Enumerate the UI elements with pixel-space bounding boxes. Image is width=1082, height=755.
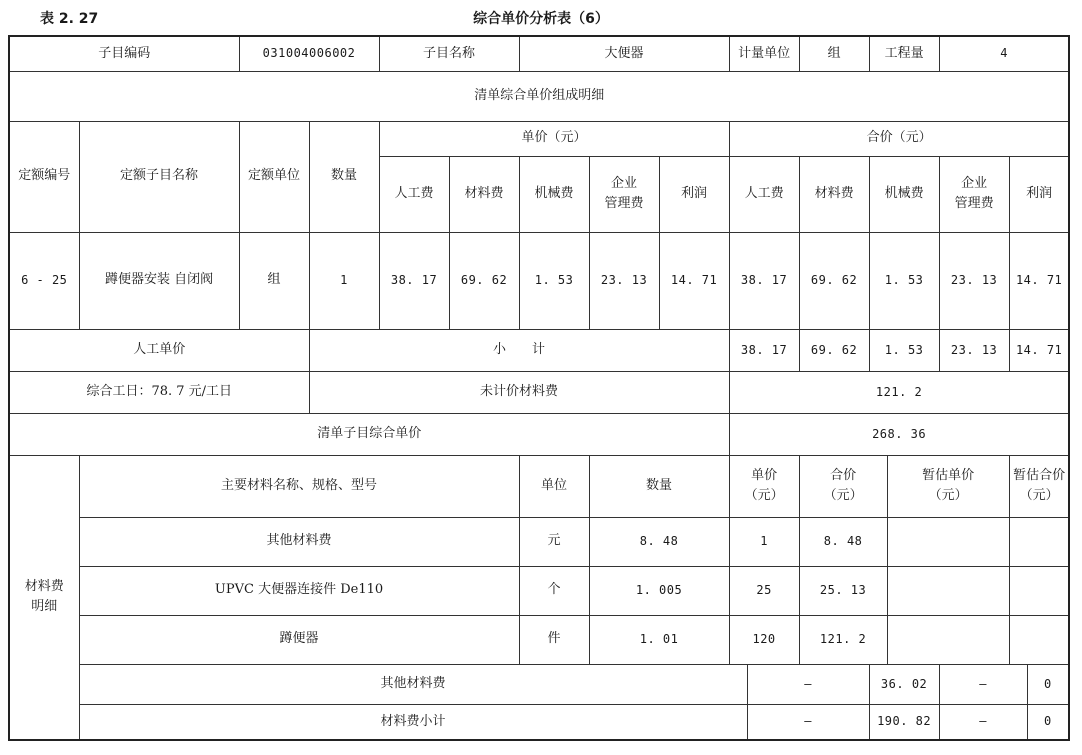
side-label-line-1: 材料费 [24, 579, 64, 595]
other-material-est-price: — [939, 664, 1027, 704]
unit-price-analysis-table [8, 35, 1070, 741]
material-unit: 元 [519, 517, 589, 566]
material-row [9, 566, 1069, 615]
other-material-price: — [747, 664, 869, 704]
material-row [9, 615, 1069, 664]
mgmt-line-2: 管理费 [604, 196, 644, 211]
material-qty: 8. 48 [589, 517, 729, 566]
col-quota-no: 定额编号 [9, 121, 79, 232]
col-up-machine: 机械费 [519, 156, 589, 232]
material-price: 25 [729, 566, 799, 615]
quota-unit: 组 [239, 232, 309, 329]
material-subtotal-est-total: 0 [1027, 704, 1069, 740]
table-title: 综合单价分析表（6） [473, 11, 609, 27]
item-name-value: 大便器 [519, 36, 729, 71]
composite-label: 清单子目综合单价 [9, 413, 729, 455]
col-qty: 数量 [309, 121, 379, 232]
item-code-value: 031004006002 [239, 36, 379, 71]
price-line-2: （元） [744, 488, 784, 503]
unpriced-material-label: 未计价材料费 [309, 371, 729, 413]
material-qty: 1. 01 [589, 615, 729, 664]
composite-value: 268. 36 [729, 413, 1069, 455]
tp-profit: 14. 71 [1009, 232, 1069, 329]
total-line-1: 合价 [830, 467, 857, 483]
est-price-line-1: 暂估单价 [922, 467, 975, 483]
quantity-label: 工程量 [869, 36, 939, 71]
col-up-material: 材料费 [449, 156, 519, 232]
material-unit: 件 [519, 615, 589, 664]
material-col-price [729, 455, 799, 517]
est-total-line-1: 暂估合价 [1013, 467, 1066, 483]
up-labor: 38. 17 [379, 232, 449, 329]
mgmt-line-2: 管理费 [954, 196, 994, 211]
tp-material: 69. 62 [799, 232, 869, 329]
material-total: 25. 13 [799, 566, 887, 615]
subtotal-machine: 1. 53 [869, 329, 939, 371]
mgmt-line-1: 企业 [961, 175, 988, 191]
material-est-total [1009, 615, 1069, 664]
col-tp-mgmt [939, 156, 1009, 232]
material-col-est-price [887, 455, 1009, 517]
col-tp-profit: 利润 [1009, 156, 1069, 232]
side-label-line-2: 明细 [31, 599, 58, 615]
mgmt-line-1: 企业 [611, 175, 638, 191]
material-qty: 1. 005 [589, 566, 729, 615]
subtotal-row [9, 329, 1069, 371]
table-row [9, 232, 1069, 329]
material-est-price [887, 615, 1009, 664]
material-total: 121. 2 [799, 615, 887, 664]
tp-machine: 1. 53 [869, 232, 939, 329]
tp-labor: 38. 17 [729, 232, 799, 329]
item-code-label: 子目编码 [9, 36, 239, 71]
other-material-label: 其他材料费 [79, 664, 747, 704]
material-col-est-total [1009, 455, 1069, 517]
col-up-mgmt [589, 156, 659, 232]
material-name: 其他材料费 [79, 517, 519, 566]
unit-label: 计量单位 [729, 36, 799, 71]
unit-value: 组 [799, 36, 869, 71]
column-group-row [9, 121, 1069, 156]
material-subtotal-est-price: — [939, 704, 1027, 740]
material-side-label [9, 455, 79, 740]
item-name-label: 子目名称 [379, 36, 519, 71]
quota-no: 6 - 25 [9, 232, 79, 329]
est-price-line-2: （元） [928, 488, 968, 503]
workday-label: 综合工日：78. 7 元/工日 [9, 371, 309, 413]
material-subtotal-price: — [747, 704, 869, 740]
col-up-profit: 利润 [659, 156, 729, 232]
material-est-total [1009, 517, 1069, 566]
total-line-2: （元） [823, 488, 863, 503]
subtotal-material: 69. 62 [799, 329, 869, 371]
other-material-est-total: 0 [1027, 664, 1069, 704]
up-profit: 14. 71 [659, 232, 729, 329]
material-subtotal-row [9, 704, 1069, 740]
subtotal-label: 小 计 [309, 329, 729, 371]
material-subtotal-label: 材料费小计 [79, 704, 747, 740]
material-est-total [1009, 566, 1069, 615]
up-mgmt: 23. 13 [589, 232, 659, 329]
material-col-qty: 数量 [589, 455, 729, 517]
material-subtotal-total: 190. 82 [869, 704, 939, 740]
header-row [9, 36, 1069, 71]
col-quota-unit: 定额单位 [239, 121, 309, 232]
material-col-total [799, 455, 887, 517]
quantity-value: 4 [939, 36, 1069, 71]
table-number: 表 2. 27 [40, 11, 99, 27]
labor-rate-label: 人工单价 [9, 329, 309, 371]
material-price: 1 [729, 517, 799, 566]
material-name: UPVC 大便器连接件 De110 [79, 566, 519, 615]
up-material: 69. 62 [449, 232, 519, 329]
material-est-price [887, 566, 1009, 615]
col-unit-price-group: 单价（元） [379, 121, 729, 156]
material-col-name: 主要材料名称、规格、型号 [79, 455, 519, 517]
material-total: 8. 48 [799, 517, 887, 566]
col-total-price-group: 合价（元） [729, 121, 1069, 156]
subtotal-profit: 14. 71 [1009, 329, 1069, 371]
est-total-line-2: （元） [1019, 488, 1059, 503]
col-tp-machine: 机械费 [869, 156, 939, 232]
col-quota-name: 定额子目名称 [79, 121, 239, 232]
material-price: 120 [729, 615, 799, 664]
material-est-price [887, 517, 1009, 566]
unpriced-material-value: 121. 2 [729, 371, 1069, 413]
tp-mgmt: 23. 13 [939, 232, 1009, 329]
material-unit: 个 [519, 566, 589, 615]
subtotal-mgmt: 23. 13 [939, 329, 1009, 371]
quota-qty: 1 [309, 232, 379, 329]
composite-row [9, 413, 1069, 455]
material-col-unit: 单位 [519, 455, 589, 517]
material-name: 蹲便器 [79, 615, 519, 664]
other-material-total: 36. 02 [869, 664, 939, 704]
col-up-labor: 人工费 [379, 156, 449, 232]
section-title: 清单综合单价组成明细 [9, 71, 1069, 121]
col-tp-material: 材料费 [799, 156, 869, 232]
other-material-row [9, 664, 1069, 704]
up-machine: 1. 53 [519, 232, 589, 329]
price-line-1: 单价 [751, 467, 778, 483]
material-row [9, 517, 1069, 566]
quota-name: 蹲便器安装 自闭阀 [79, 232, 239, 329]
col-tp-labor: 人工费 [729, 156, 799, 232]
section-title-row [9, 71, 1069, 121]
material-header-row [9, 455, 1069, 517]
workday-row [9, 371, 1069, 413]
subtotal-labor: 38. 17 [729, 329, 799, 371]
